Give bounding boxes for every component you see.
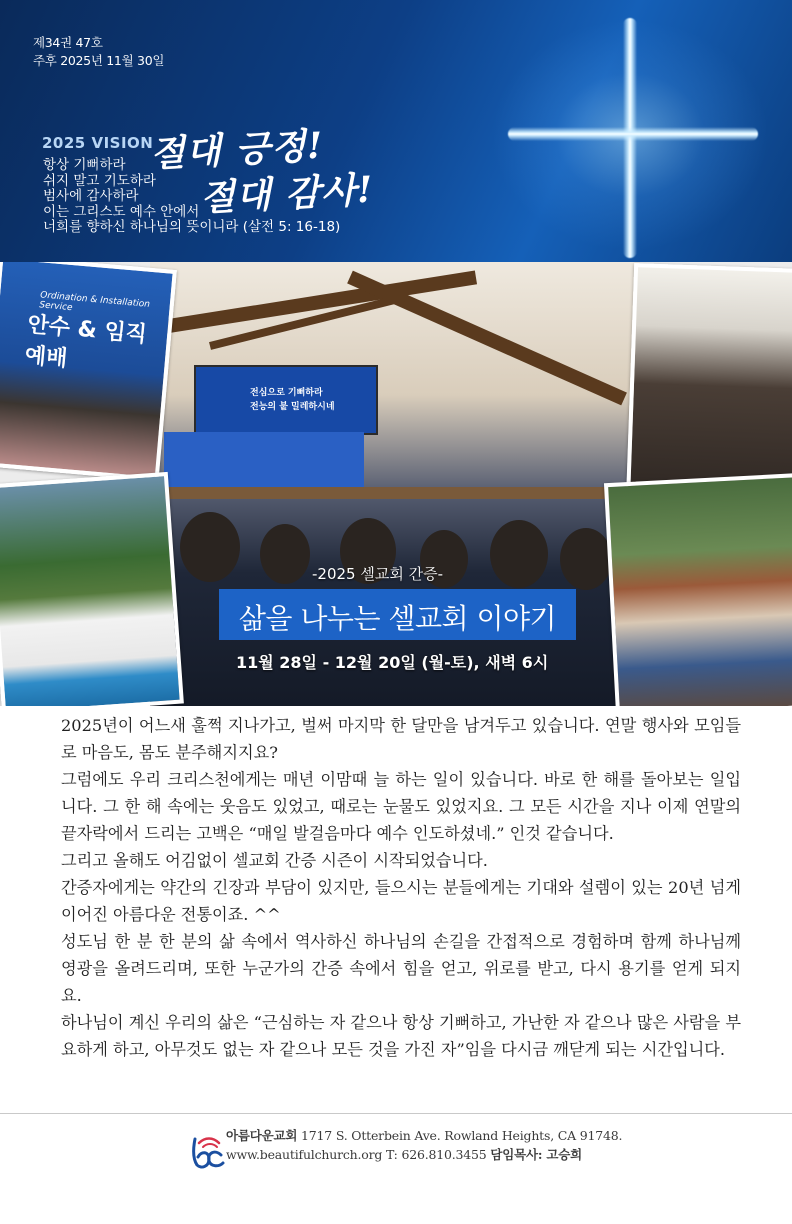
- cell-church-title: 삶을 나누는 셀교회 이야기: [238, 602, 557, 635]
- screen-text: 전능의 붙 밀레하시네: [250, 402, 335, 412]
- cell-church-subtitle: -2025 셀교회 간증-: [312, 565, 443, 583]
- photo-collage: [0, 262, 792, 706]
- ceiling-beam: [347, 271, 627, 406]
- verse-line: 범사에 감사하라: [43, 188, 139, 205]
- verse-block: [43, 158, 340, 236]
- cell-church-dates: 11월 28일 - 12월 20일 (월-토), 새벽 6시: [236, 653, 549, 672]
- congregation-photo: [626, 263, 792, 509]
- church-website-link[interactable]: www.beautifulchurch.org: [226, 1147, 383, 1162]
- paragraph: 성도님 한 분 한 분의 삶 속에서 역사하신 하나님의 손길을 간접적으로 경험하며 함께 하나님께 영광을 올려드리며, 또한 누군가의 간증 속에서 힘을 얻고, 위로를 받고, 다시 용기를 얻게 되지요.: [61, 932, 741, 1005]
- light-cross-icon-bar: [508, 127, 758, 141]
- verse-line: 이는 그리스도 예수 안에서: [43, 203, 200, 220]
- cell-church-title-bar: [219, 589, 576, 640]
- article-body: [61, 712, 741, 1063]
- stage: [150, 487, 640, 499]
- footer-divider: [0, 1113, 792, 1114]
- vision-label: 2025 VISION: [42, 134, 154, 152]
- header-banner: [0, 0, 792, 262]
- paragraph: 2025년이 어느새 훌쩍 지나가고, 벌써 마지막 한 달만을 남겨두고 있습니다. 연말 행사와 모임들로 마음도, 몸도 분주해지지요?: [61, 716, 741, 762]
- church-address: 1717 S. Otterbein Ave. Rowland Heights, CA 91748.: [297, 1128, 623, 1143]
- church-name: 아름다운교회: [226, 1128, 298, 1143]
- ordination-caption-ko: 안수 & 임직예배: [23, 312, 148, 372]
- footer-address-line: [226, 1126, 622, 1144]
- ordination-service-photo: [0, 262, 177, 481]
- baptism-photo: [0, 472, 184, 706]
- audience-silhouette: [560, 528, 612, 590]
- stage-screen: [164, 432, 364, 492]
- footer-contact-line: [226, 1145, 582, 1163]
- pastor-name: 담임목사: 고승희: [490, 1147, 583, 1162]
- verse-line: 너희를 향하신 하나님의 뜻이니라 (살전 5: 16-18): [43, 219, 341, 236]
- slogan-line2: 절대 감사!: [199, 168, 375, 220]
- audience-silhouette: [490, 520, 548, 588]
- audience-silhouette: [180, 512, 240, 582]
- audience-silhouette: [260, 524, 310, 584]
- issue-date: 주후 2025년 11월 30일: [33, 53, 165, 68]
- paragraph: 간증자에게는 약간의 긴장과 부담이 있지만, 들으시는 분들에게는 기대와 설렘이 있는 20년 넘게 이어진 아름다운 전통이죠. ^^: [61, 878, 741, 924]
- church-phone: T: 626.810.3455: [382, 1147, 491, 1162]
- retreat-group-photo: [604, 473, 792, 706]
- verse-line: 쉬지 말고 기도하라: [43, 172, 156, 189]
- projection-screen: [194, 365, 378, 435]
- church-logo-icon: [189, 1135, 225, 1169]
- paragraph: 그럼에도 우리 크리스천에게는 매년 이맘때 늘 하는 일이 있습니다. 바로 한 해를 돌아보는 일입니다. 그 한 해 속에는 웃음도 있었고, 때로는 눈물도 있었지요. 그 모든 시간을 지나 이제 연말의 끝자락에서 드리는 고백은 “매일 발걸음마다 예수 인도하셨네.” 인것 같습니다.: [61, 770, 741, 843]
- screen-text: 전심으로 기뻐하라: [250, 388, 323, 398]
- issue-number: 제34권 47호: [33, 35, 103, 50]
- slogan-line1: 절대 긍정!: [149, 124, 325, 176]
- verse-line: 항상 기뻐하라: [43, 157, 126, 173]
- paragraph: 그리고 올해도 어김없이 셀교회 간증 시즌이 시작되었습니다.: [61, 851, 488, 870]
- paragraph: 하나님이 계신 우리의 삶은 “근심하는 자 같으나 항상 기뻐하고, 가난한 자 같으나 많은 사람을 부요하게 하고, 아무것도 없는 자 같으나 모든 것을 가진 자”임을 다시금 깨닫게 되는 시간입니다.: [61, 1013, 741, 1059]
- ordination-caption-en: Ordination & Installation Service: [38, 290, 151, 314]
